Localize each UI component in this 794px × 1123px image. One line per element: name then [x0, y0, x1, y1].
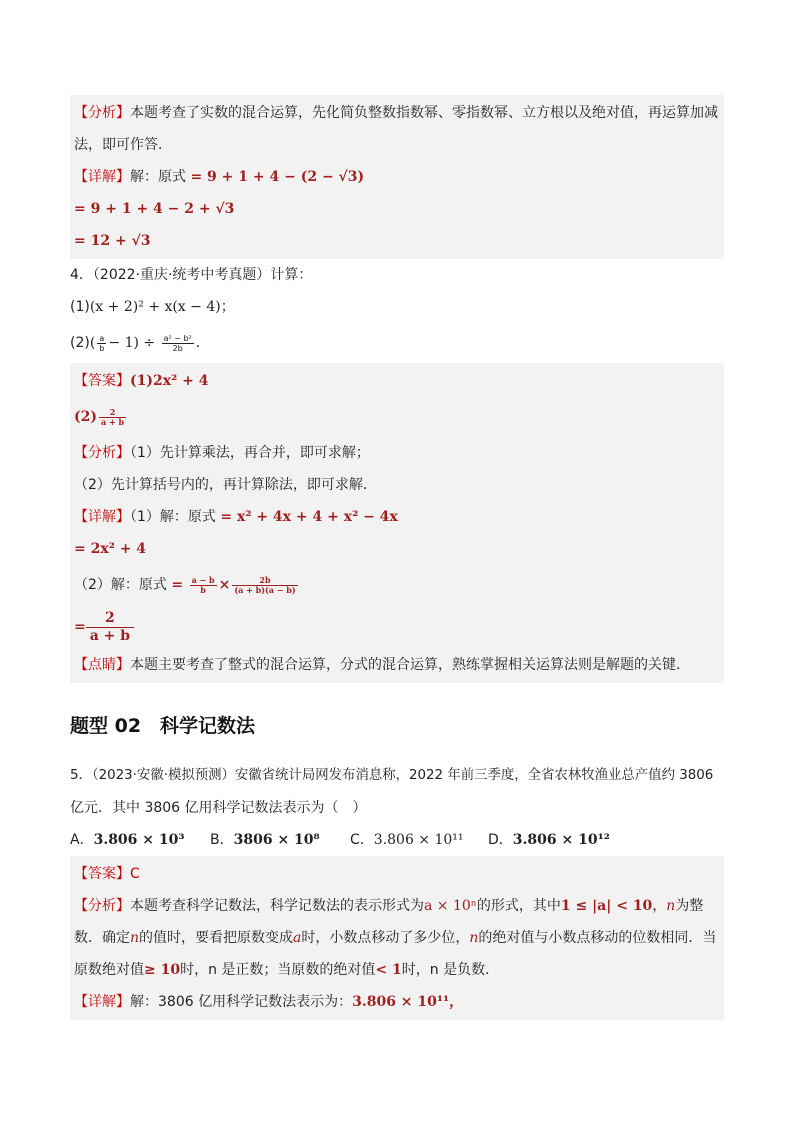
- equals-sign: =: [74, 619, 86, 635]
- analysis-line-2: （2）先计算括号内的，再计算除法，即可求解．: [74, 477, 377, 493]
- detail-2-fraction-2: [232, 576, 297, 595]
- analysis-tag: 【分析】: [74, 445, 130, 461]
- answer-line: [74, 858, 720, 890]
- analysis-text: 时，n 是负数．: [401, 962, 500, 978]
- part-2-fraction-main: [162, 334, 194, 353]
- detail-2-result-fraction: [86, 610, 134, 645]
- fraction-denominator: (a + b)(a − b): [234, 584, 296, 595]
- option-label: D．: [488, 832, 513, 848]
- part-2-label: (2): [70, 335, 90, 351]
- fraction-denominator: b: [99, 343, 105, 353]
- part-1-label: (1): [70, 299, 90, 315]
- option-a[interactable]: [70, 824, 210, 856]
- divide-sign: ÷: [143, 335, 156, 351]
- detail-expr: 3.806 × 10¹¹: [352, 994, 450, 1010]
- analysis-text: 本题考查了实数的混合运算，先化简负整数指数幂、零指数幂、立方根以及绝对值，再运算加减法，即可作答．: [74, 105, 718, 153]
- part-1-expr: (x + 2)² + x(x − 4)；: [89, 299, 235, 315]
- fraction-numerator: a − b: [191, 574, 215, 585]
- answer-tag: 【答案】: [74, 866, 130, 882]
- solution-block-q5: [70, 856, 724, 1020]
- math-expr: 1 ≤ |a| < 10: [560, 898, 653, 914]
- analysis-paragraph: [74, 890, 720, 986]
- open-paren: (: [89, 335, 96, 351]
- answer-1-expr: 2x² + 4: [153, 373, 209, 389]
- detail-step-2: [74, 193, 720, 225]
- option-label: C．: [350, 832, 374, 848]
- analysis-paragraph: [74, 97, 720, 161]
- minus-one: − 1: [108, 335, 134, 351]
- analysis-text: 的绝对值与小数点移动的位数相同．当原数绝对值: [74, 930, 717, 978]
- math-expr: n: [666, 898, 676, 914]
- part-2-fraction-a-b: [97, 334, 106, 353]
- answer-tag: 【答案】: [74, 373, 130, 389]
- question-5-stem-1: 5．（2023·安徽·模拟预测）安徽省统计局网发布消息称，2022 年前三季度，全省农林牧渔业总产值约 3806: [70, 768, 714, 783]
- detail-1-prefix: （1）解：原式: [130, 509, 216, 525]
- detail-tag: 【详解】: [74, 169, 130, 185]
- fraction-numerator: 2: [99, 408, 126, 418]
- detail-tag: 【详解】: [74, 509, 130, 525]
- equals-sign: =: [171, 577, 184, 593]
- comment-tag: 【点睛】: [74, 657, 130, 673]
- answer-line-2: [74, 397, 720, 437]
- answer-2-label: (2): [74, 409, 97, 425]
- math-expr: a: [293, 930, 302, 946]
- comment-line: [74, 649, 720, 681]
- detail-1-expr-2: = 2x² + 4: [74, 541, 147, 557]
- detail-line-2: [74, 533, 720, 565]
- math-expr: < 1: [375, 962, 402, 978]
- detail-1-expr: = x² + 4x + 4 + x² − 4x: [220, 509, 398, 525]
- detail-2-prefix: （2）解：原式: [74, 577, 167, 593]
- question-5: [70, 760, 724, 856]
- fraction-numerator: 2: [86, 610, 134, 628]
- detail-2-fraction-1: [190, 576, 217, 595]
- detail-line-3: [74, 565, 720, 605]
- option-value: 3.806 × 10³: [93, 832, 185, 848]
- math-expr: ≥ 10: [144, 962, 181, 978]
- times-sign: ×: [218, 577, 231, 593]
- detail-step-3: [74, 225, 720, 257]
- option-label: B．: [210, 832, 234, 848]
- answer-2-fraction: [99, 408, 126, 427]
- option-label: A．: [70, 832, 94, 848]
- analysis-text: 的形式，其中: [476, 898, 561, 914]
- math-expr: a × 10ⁿ: [424, 898, 477, 914]
- detail-line-1: [74, 501, 720, 533]
- detail-end: ，: [449, 994, 464, 1010]
- question-5-options: [70, 824, 724, 856]
- analysis-text: ，: [652, 898, 667, 914]
- fraction-numerator: 2b: [232, 576, 297, 586]
- answer-1-label: (1): [130, 373, 153, 389]
- comment-text: 本题主要考查了整式的混合运算，分式的混合运算，熟练掌握相关运算法则是解题的关键．: [130, 657, 690, 673]
- detail-expr-1: = 9 + 1 + 4 − (2 − √3): [190, 169, 365, 185]
- detail-prefix: 解：原式: [130, 169, 186, 185]
- option-b[interactable]: [210, 824, 350, 856]
- answer-line-1: [74, 365, 720, 397]
- math-expr: n: [130, 930, 140, 946]
- page-content: [70, 95, 724, 1020]
- math-expr: n: [469, 930, 479, 946]
- analysis-text-1: （1）先计算乘法，再合并，即可求解；: [130, 445, 370, 461]
- detail-line-4: [74, 605, 720, 649]
- fraction-denominator: a + b: [89, 627, 131, 644]
- analysis-line-1: [74, 437, 720, 469]
- analysis-tag: 【分析】: [74, 898, 130, 914]
- detail-line: [74, 161, 720, 193]
- detail-tag: 【详解】: [74, 994, 130, 1010]
- answer-value: C: [130, 866, 140, 882]
- detail-text: 解：3806 亿用科学记数法表示为：: [130, 994, 353, 1010]
- analysis-tag: 【分析】: [74, 105, 130, 121]
- solution-block-q3: [70, 95, 724, 259]
- period: ．: [195, 335, 210, 351]
- section-title: 题型 02 科学记数法: [70, 715, 256, 737]
- analysis-text: 时，n 是正数；当原数的绝对值: [180, 962, 376, 978]
- option-value: 3.806 × 10¹²: [512, 832, 610, 848]
- solution-block-q4: [70, 363, 724, 683]
- analysis-text: 的值时，要看把原数变成: [139, 930, 294, 946]
- fraction-denominator: 2b: [172, 343, 183, 353]
- question-4-part-1: [70, 291, 724, 323]
- analysis-text: 时，小数点移动了多少位，: [301, 930, 470, 946]
- question-4-stem: 4．（2022·重庆·统考中考真题）计算：: [70, 267, 313, 283]
- detail-expr-3: = 12 + √3: [74, 233, 151, 249]
- question-5-stem-2: 亿元．其中 3806 亿用科学记数法表示为（ ）: [70, 800, 367, 816]
- fraction-denominator: a + b: [101, 416, 125, 427]
- question-4: [70, 259, 724, 363]
- option-value: 3.806 × 10¹¹: [373, 832, 464, 848]
- option-d[interactable]: [488, 824, 610, 856]
- analysis-text: 为整数．确定: [74, 898, 704, 946]
- analysis-text: 本题考查科学记数法，科学记数法的表示形式为: [130, 898, 424, 914]
- option-c[interactable]: [350, 824, 488, 856]
- detail-line: [74, 986, 720, 1018]
- fraction-numerator: a² − b²: [163, 333, 192, 343]
- option-value: 3806 × 10⁸: [233, 832, 320, 848]
- fraction-denominator: b: [200, 584, 206, 595]
- fraction-numerator: a: [97, 334, 106, 344]
- question-4-part-2: [70, 323, 724, 363]
- close-paren: ): [133, 335, 139, 351]
- detail-expr-2: = 9 + 1 + 4 − 2 + √3: [74, 201, 235, 217]
